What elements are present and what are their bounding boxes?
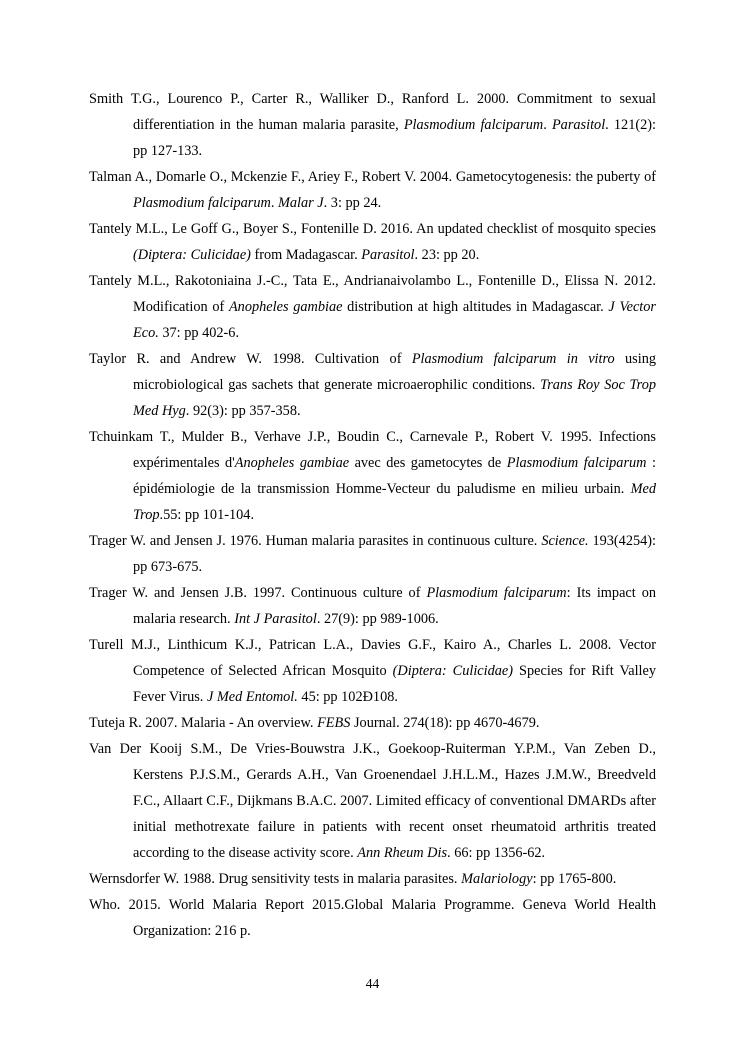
reference-text: Taylor R. and Andrew W. 1998. Cultivation of [89,351,412,367]
reference-italic-text: Parasitol [551,117,606,133]
reference-entry [89,164,656,216]
reference-text: Tantely M.L., Rakotoniaina J.-C., Tata E., Andrianaivolambo L., Fontenille D., Elissa N. 2012. Modification of [89,273,656,315]
reference-entry [89,710,656,736]
reference-italic-text: Malariology [461,871,533,887]
reference-italic-text: (Diptera: Culicidae) [133,247,251,263]
reference-text: Journal. 274(18): pp 4670-4679. [350,715,540,731]
reference-entry [89,632,656,710]
reference-entry [89,86,656,164]
reference-text: Tuteja R. 2007. Malaria - An overview. [89,715,318,731]
reference-text: . 121(2): pp 127-133. [133,117,656,159]
reference-text: . [270,195,278,211]
reference-italic-text: FEBS [317,715,351,731]
reference-entry [89,580,656,632]
reference-text: : Its impact on malaria research. [133,585,656,627]
reference-italic-text: Med Trop [133,481,656,523]
reference-text: Wernsdorfer W. 1988. Drug sensitivity tests in malaria parasites. [89,871,462,887]
reference-entry [89,736,656,866]
reference-italic-text: Anopheles gambiae [234,455,350,471]
reference-italic-text: Plasmodium falciparum [403,117,544,133]
reference-text: Smith T.G., Lourenco P., Carter R., Walliker D., Ranford L. 2000. Commitment to sexual differentiation in the human malaria parasite, [89,91,656,133]
reference-list [89,86,656,944]
reference-text: : épidémiologie de la transmission Homme-Vecteur du paludisme en milieu urbain. [133,455,656,497]
reference-italic-text: Malar J [277,195,324,211]
reference-text: 37: pp 402-6. [158,325,240,341]
reference-italic-text: Int J Parasitol [234,611,317,627]
reference-text: 45: pp 102Ð108. [297,689,398,705]
reference-entry [89,424,656,528]
reference-text: avec des gametocytes de [349,455,507,471]
reference-text: Tchuinkam T., Mulder B., Verhave J.P., Boudin C., Carnevale P., Robert V. 1995. Infections expérimentales d' [89,429,656,471]
page-number: 44 [365,976,380,991]
reference-italic-text: J Med Entomol. [206,689,298,705]
reference-text: Species for Rift Valley Fever Virus. [133,663,657,705]
reference-text: . 66: pp 1356-62. [447,845,546,861]
reference-text: Trager W. and Jensen J. 1976. Human malaria parasites in continuous culture. [89,533,542,549]
reference-italic-text: Plasmodium falciparum [426,585,567,601]
reference-italic-text: Science. [541,533,589,549]
reference-italic-text: Ann Rheum Dis [357,845,448,861]
reference-text: .55: pp 101-104. [159,507,255,523]
reference-text: using microbiological gas sachets that generate microaerophilic conditions. [133,351,656,393]
reference-italic-text: Anopheles gambiae [228,299,343,315]
reference-italic-text: (Diptera: Culicidae) [392,663,514,679]
reference-text: . 92(3): pp 357-358. [185,403,301,419]
reference-italic-text: Plasmodium falciparum [506,455,647,471]
reference-entry [89,216,656,268]
reference-entry [89,528,656,580]
reference-text: : pp 1765-800. [532,871,617,887]
reference-text: . 3: pp 24. [323,195,382,211]
reference-text: Talman A., Domarle O., Mckenzie F., Ariey F., Robert V. 2004. Gametocytogenesis: the puberty of [89,169,656,185]
reference-entry [89,268,656,346]
reference-text: . 27(9): pp 989-1006. [316,611,439,627]
reference-text: Tantely M.L., Le Goff G., Boyer S., Fontenille D. 2016. An updated checklist of mosquito species [89,221,656,237]
reference-text: Trager W. and Jensen J.B. 1997. Continuous culture of [89,585,427,601]
reference-text: distribution at high altitudes in Madagascar. [342,299,609,315]
reference-entry [89,866,656,892]
reference-italic-text: J Vector Eco. [133,299,656,341]
reference-entry [89,346,656,424]
reference-text: 193(4254): pp 673-675. [133,533,657,575]
reference-italic-text: Trans Roy Soc Trop Med Hyg [133,377,656,419]
reference-text: from Madagascar. [250,247,362,263]
reference-text: Who. 2015. World Malaria Report 2015.Global Malaria Programme. Geneva World Health Organization: 216 p. [89,897,656,939]
reference-text: Van Der Kooij S.M., De Vries-Bouwstra J.K., Goekoop-Ruiterman Y.P.M., Van Zeben D., Kerstens P.J.S.M., Gerards A.H., Van Groenendael J.H.L.M., Hazes J.M.W., Breedveld F.C., Allaart C.F., Dijkmans B.A.C. 2007. Limited efficacy of conventional DMARDs after initial methotrexate failure in patients with recent onset rheumatoid arthritis treated according to the disease activity score. [89,741,656,861]
reference-text: . 23: pp 20. [414,247,480,263]
reference-italic-text: Plasmodium falciparum in vitro [411,351,615,367]
reference-entry [89,892,656,944]
reference-italic-text: Parasitol [361,247,415,263]
reference-italic-text: Plasmodium falciparum [133,195,271,211]
reference-text: Turell M.J., Linthicum K.J., Patrican L.A., Davies G.F., Kairo A., Charles L. 2008. Vector Competence of Selected African Mosquito [89,637,656,679]
reference-text: . [543,117,552,133]
